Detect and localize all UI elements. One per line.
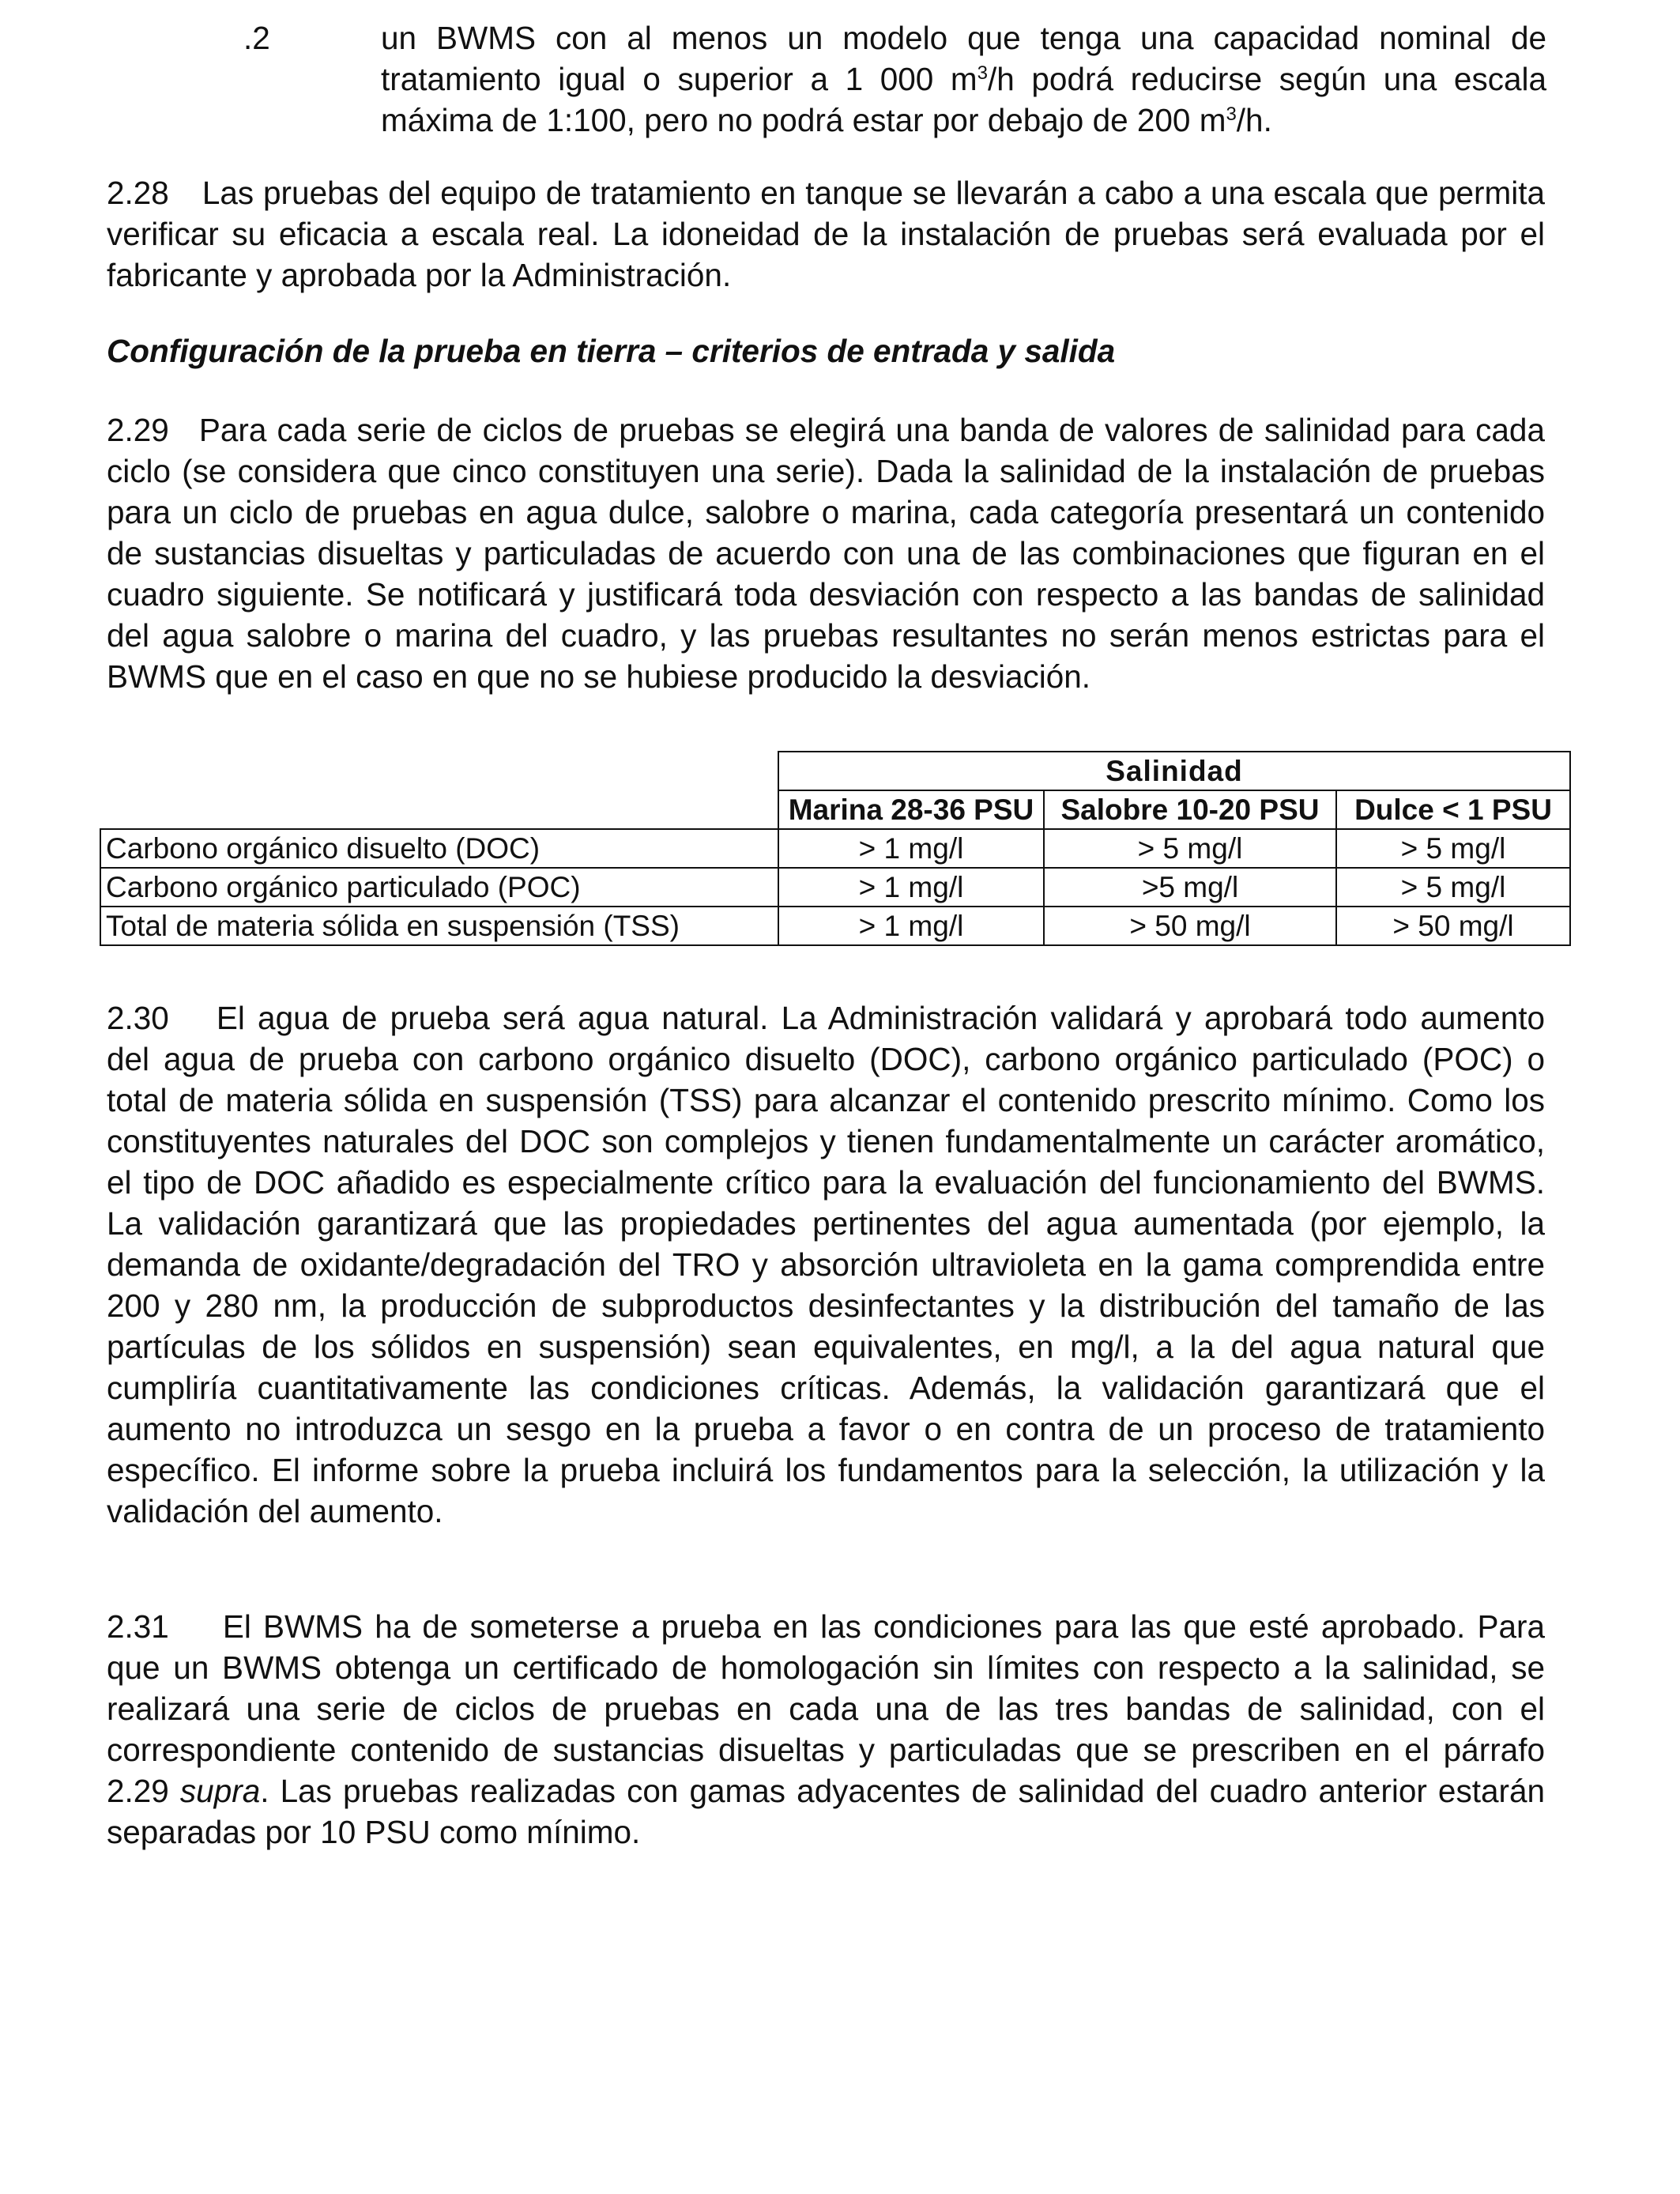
paragraph-text: Para cada serie de ciclos de pruebas se elegirá una banda de valores de salinidad para cada ciclo (se considera que cinco constituyen una serie). Dada la salinidad de la instalación de pruebas para un ciclo de pruebas en agua dulce, salobre o marina, cada categoría presentará un contenido de sustancias disueltas y particuladas de acuerdo con una de las combinaciones que figuran en el cuadro siguiente. Se notificará y justificará toda desviación con respecto a las bandas de salinidad del agua salobre o marina del cuadro, y las pruebas resultantes no serán menos estrictas para el BWMS que en el caso en que no se hubiese producido la desviación. xyxy=(107,412,1545,695)
paragraph-text: El BWMS ha de someterse a prueba en las condiciones para las que esté aprobado. Para que un BWMS obtenga un certificado de homologación sin límites con respecto a la salinidad, se realizará una serie de ciclos de pruebas en cada una de las tres bandas de salinidad, con el correspondiente contenido de sustancias disueltas y particuladas que se prescriben en el párrafo 2.29 supra. Las pruebas realizadas con gamas adyacentes de salinidad del cuadro anterior estarán separadas por 10 PSU como mínimo. xyxy=(107,1608,1545,1850)
table-corner-blank xyxy=(100,752,778,790)
table-header-group-row xyxy=(100,752,1570,790)
paragraph-2-30 xyxy=(107,997,1545,1532)
paragraph-number: 2.28 xyxy=(107,175,169,211)
paragraph-text: El agua de prueba será agua natural. La Administración validará y aprobará todo aumento del agua de prueba con carbono orgánico disuelto (DOC), carbono orgánico particulado (POC) o total de materia sólida en suspensión (TSS) para alcanzar el contenido prescrito mínimo. Como los constituyentes naturales del DOC son complejos y tienen fundamentalmente un carácter aromático, el tipo de DOC añadido es especialmente crítico para la evaluación del funcionamiento del BWMS. La validación garantizará que las propiedades pertinentes del agua aumentada (por ejemplo, la demanda de oxidante/degradación del TRO y absorción ultravioleta en la gama comprendida entre 200 y 280 nm, la producción de subproductos desinfectantes y la distribución del tamaño de las partículas de los sólidos en suspensión) sean equivalentes, en mg/l, a la del agua natural que cumpliría cuantitativamente las condiciones críticas. Además, la validación garantizará que el aumento no introduzca un sesgo en la prueba a favor o en contra de un proceso de tratamiento específico. El informe sobre la prueba incluirá los fundamentos para la selección, la utilización y la validación del aumento. xyxy=(107,1000,1545,1529)
table-cell: > 5 mg/l xyxy=(1044,829,1336,868)
paragraph-text: Las pruebas del equipo de tratamiento en tanque se llevarán a cabo a una escala que permita verificar su eficacia a escala real. La idoneidad de la instalación de pruebas será evaluada por el fabricante y aprobada por la Administración. xyxy=(107,175,1545,293)
table-cell: > 50 mg/l xyxy=(1044,907,1336,945)
table-cell: >5 mg/l xyxy=(1044,868,1336,907)
section-heading: Configuración de la prueba en tierra – criterios de entrada y salida xyxy=(107,333,1116,369)
table-cell: > 5 mg/l xyxy=(1336,829,1570,868)
paragraph-2-28 xyxy=(107,172,1545,296)
table-cell: > 1 mg/l xyxy=(778,868,1044,907)
column-header-marina: Marina 28-36 PSU xyxy=(778,790,1044,829)
salinity-table xyxy=(100,751,1571,946)
column-header-salobre: Salobre 10-20 PSU xyxy=(1044,790,1336,829)
table-header-row xyxy=(100,790,1570,829)
column-header-dulce: Dulce < 1 PSU xyxy=(1336,790,1570,829)
table-cell: > 1 mg/l xyxy=(778,829,1044,868)
row-label: Carbono orgánico disuelto (DOC) xyxy=(100,829,778,868)
table-cell: > 5 mg/l xyxy=(1336,868,1570,907)
paragraph-number: 2.30 xyxy=(107,1000,169,1036)
paragraph-number: 2.31 xyxy=(107,1608,169,1645)
row-label: Total de materia sólida en suspensión (TSS) xyxy=(100,907,778,945)
salinity-group-header: Salinidad xyxy=(778,752,1570,790)
sub-item-text: un BWMS con al menos un modelo que tenga una capacidad nominal de tratamiento igual o superior a 1 000 $m^3/h$ podrá reducirse según una escala máxima de 1:100, pero no podrá estar por debajo de 200 $m^3/h$. xyxy=(381,20,1546,138)
sub-item-number: .2 xyxy=(243,20,270,56)
paragraph-number: 2.29 xyxy=(107,412,169,448)
table-cell: > 50 mg/l xyxy=(1336,907,1570,945)
table-row xyxy=(100,829,1570,868)
paragraph-2-31 xyxy=(107,1606,1545,1853)
table-corner-blank xyxy=(100,790,778,829)
table-row xyxy=(100,868,1570,907)
paragraph-2-29 xyxy=(107,409,1545,697)
row-label: Carbono orgánico particulado (POC) xyxy=(100,868,778,907)
table-cell: > 1 mg/l xyxy=(778,907,1044,945)
table-row xyxy=(100,907,1570,945)
